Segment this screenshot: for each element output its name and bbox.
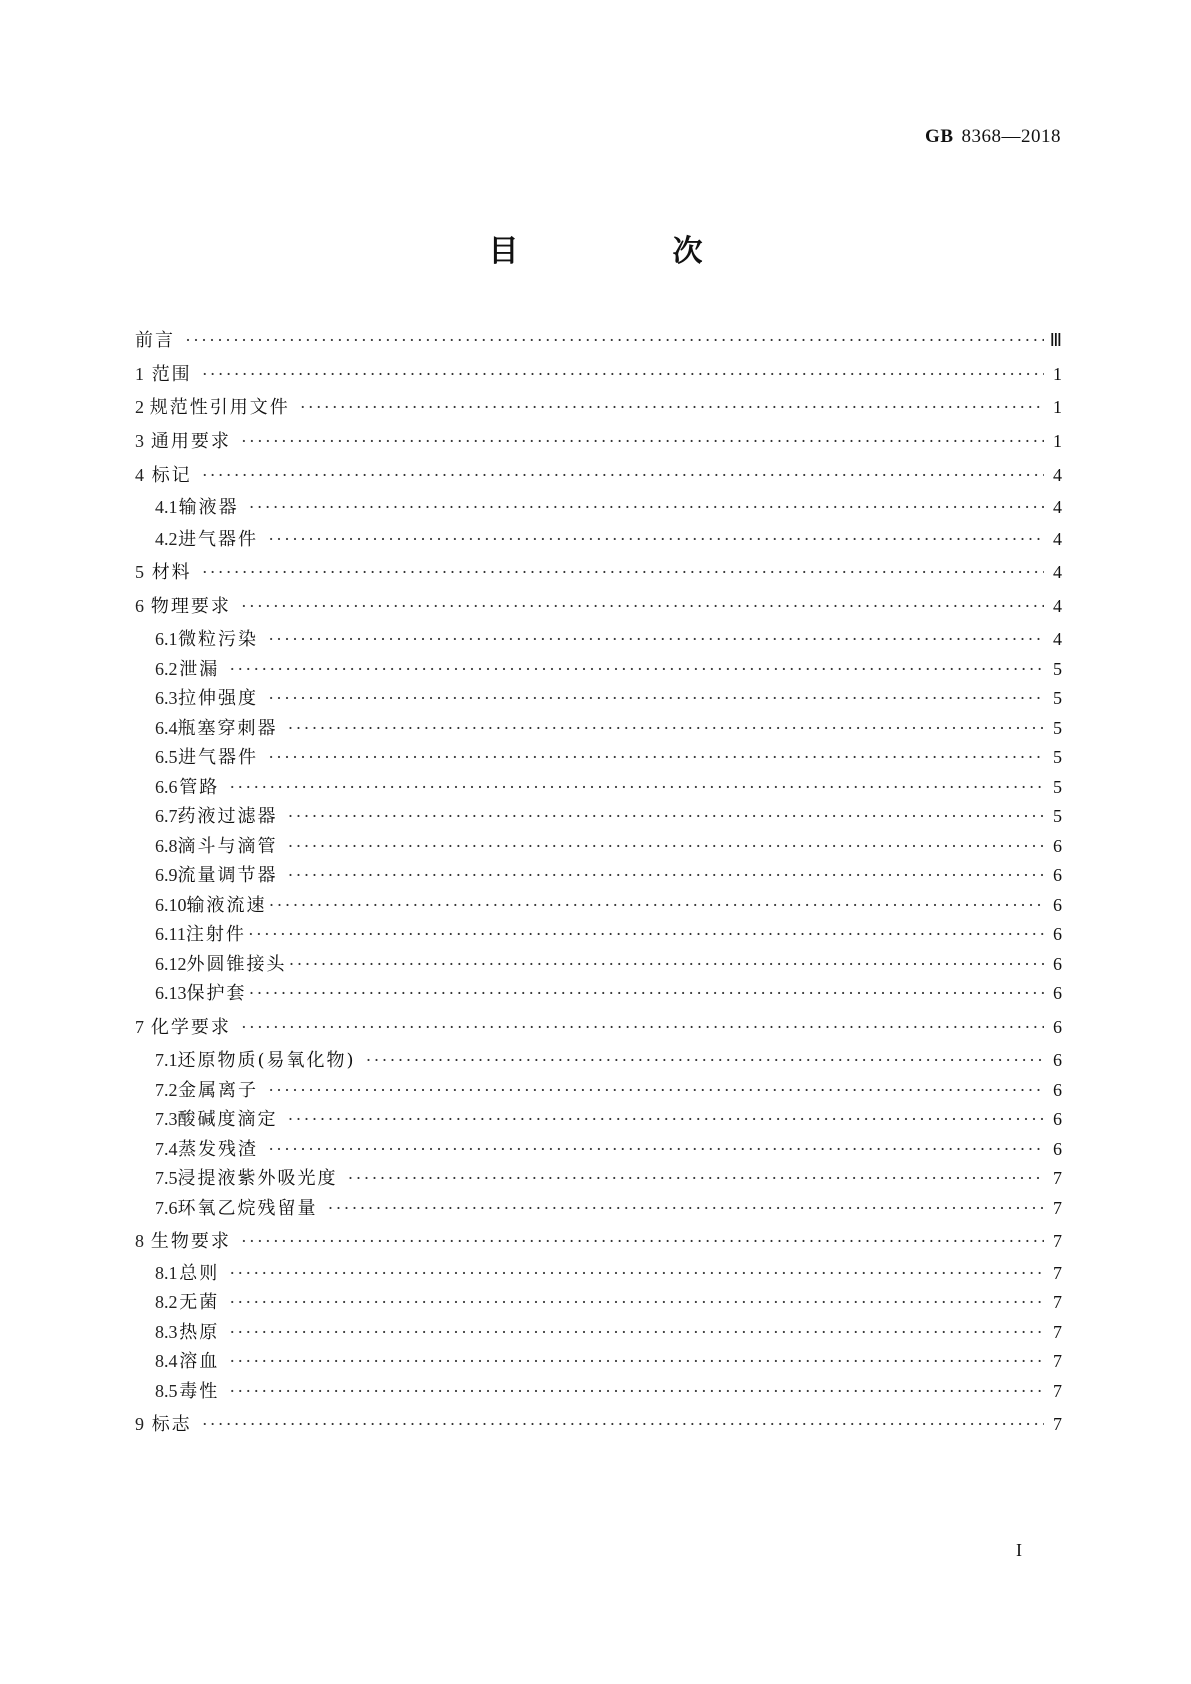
toc-entry-title: 通用要求 [150,431,231,452]
toc-entry[interactable] [135,1015,1062,1040]
toc-entry-page: 1 [1053,364,1062,384]
toc-entry-number: 6.6 [155,777,178,797]
toc-entry[interactable] [155,981,1062,1006]
toc-entry[interactable] [155,1196,1062,1221]
toc-leader-dots [288,716,1045,740]
toc-entry-title: 浸提液紫外吸光度 [177,1168,338,1189]
toc-entry-page: 1 [1053,431,1062,451]
toc-entry-number: 6.3 [155,688,178,708]
toc-leader-dots [202,1412,1044,1436]
toc-leader-dots [249,495,1044,519]
standard-prefix: GB [925,126,954,147]
toc-entry-title: 输液器 [178,497,239,518]
toc-leader-dots [268,1137,1044,1161]
toc-entry[interactable] [155,775,1062,800]
toc-entry-title: 生物要求 [150,1231,231,1252]
toc-entry-title: 拉伸强度 [178,688,259,709]
toc-entry-title: 材料 [151,562,192,583]
toc-entry-page: 5 [1053,747,1062,767]
toc-entry[interactable] [155,627,1062,652]
toc-entry[interactable] [155,527,1062,552]
toc-entry-page: 4 [1053,596,1062,616]
toc-leader-dots [185,328,1044,352]
toc-leader-dots [268,1078,1044,1102]
toc-leader-dots [268,627,1044,651]
toc-entry-title: 保护套 [186,983,247,1004]
toc-entry[interactable] [155,1349,1062,1374]
toc-entry[interactable] [135,1229,1062,1254]
toc-entry-page: 6 [1053,983,1062,1003]
toc-entry-title: 热原 [179,1322,220,1343]
toc-entry-page: 6 [1053,865,1062,885]
toc-entry-page: 7 [1053,1168,1062,1188]
toc-leader-dots [348,1166,1045,1190]
toc-entry-number: 6.10 [155,895,187,915]
toc-entry-number: 6.4 [155,718,178,738]
toc-leader-dots [268,686,1044,710]
toc-leader-dots [229,1349,1044,1373]
toc-entry-number: 6.13 [155,983,187,1003]
toc-entry-number: 8.4 [155,1351,178,1371]
toc-entry-number: 5 [135,562,144,582]
toc-entry-number: 7.5 [155,1168,178,1188]
toc-entry-number: 8.1 [155,1263,178,1283]
toc-leader-dots [202,560,1044,584]
toc-entry-title: 瓶塞穿刺器 [177,718,278,739]
toc-leader-dots [241,1015,1044,1039]
toc-entry-number: 1 [135,364,144,384]
toc-entry[interactable] [135,429,1062,454]
toc-entry-page: 6 [1053,1109,1062,1129]
toc-entry-title: 物理要求 [150,596,231,617]
toc-entry-page: 5 [1053,777,1062,797]
toc-entry-page: 4 [1053,465,1062,485]
toc-entry-page: 4 [1053,529,1062,549]
toc-entry-number: 4.1 [155,497,178,517]
toc-leader-dots [229,657,1044,681]
toc-entry[interactable] [155,1166,1062,1191]
toc-entry-number: 6.7 [155,806,178,826]
toc-entry-title: 还原物质(易氧化物) [177,1050,356,1071]
toc-entry[interactable] [135,594,1062,619]
toc-entry[interactable] [155,1261,1062,1286]
toc-entry-number: 7.1 [155,1050,178,1070]
toc-entry-page: 7 [1053,1414,1062,1434]
toc-entry-number: 8.3 [155,1322,178,1342]
toc-entry-number: 7.4 [155,1139,178,1159]
toc-entry-page: 6 [1053,954,1062,974]
toc-entry-page: 5 [1053,718,1062,738]
toc-entry-number: 7.2 [155,1080,178,1100]
toc-entry-page: 7 [1053,1292,1062,1312]
toc-entry-page: 5 [1053,688,1062,708]
toc-entry-number: 6.8 [155,836,178,856]
toc-entry-number: 7.3 [155,1109,178,1129]
toc-leader-dots [288,863,1045,887]
toc-leader-dots [229,1290,1044,1314]
toc-entry-title: 标记 [151,465,192,486]
toc-entry[interactable] [155,893,1062,918]
toc-entry-page: 1 [1053,397,1062,417]
toc-entry-title: 滴斗与滴管 [177,836,278,857]
toc-entry-title: 微粒污染 [178,629,259,650]
toc-entry-page: 6 [1053,1017,1062,1037]
toc-entry-number: 4.2 [155,529,178,549]
toc-entry-number: 6.5 [155,747,178,767]
toc-leader-dots [288,1107,1045,1131]
toc-leader-dots [229,775,1044,799]
toc-leader-dots [268,745,1044,769]
toc-entry[interactable] [155,1107,1062,1132]
toc-entry-title: 环氧乙烷残留量 [177,1198,318,1219]
toc-entry-number: 6 [135,596,144,616]
toc-entry[interactable] [155,834,1062,859]
toc-leader-dots [248,922,1044,946]
toc-entry[interactable] [135,328,1062,353]
toc-entry-page: 7 [1053,1231,1062,1251]
toc-entry-title: 溶血 [179,1351,220,1372]
toc-entry-title: 前言 [135,330,175,351]
toc-leader-dots [241,1229,1044,1253]
toc-entry-title: 外圆锥接头 [186,954,287,975]
toc-entry-number: 2 [135,397,144,417]
toc-entry-page: Ⅲ [1049,330,1062,350]
toc-entry-number: 7.6 [155,1198,178,1218]
toc-leader-dots [366,1048,1044,1072]
toc-entry-number: 8 [135,1231,144,1251]
toc-entry-number: 6.1 [155,629,178,649]
toc-entry[interactable] [155,686,1062,711]
toc-entry[interactable] [135,362,1062,387]
toc-leader-dots [288,834,1045,858]
toc-entry-page: 7 [1053,1322,1062,1342]
toc-entry-title: 注射件 [185,924,246,945]
toc-entry-title: 范围 [151,364,192,385]
toc-leader-dots [289,952,1045,976]
toc-entry[interactable] [155,1078,1062,1103]
toc-entry-number: 6.2 [155,659,178,679]
toc-entry-number: 6.11 [155,924,186,944]
toc-entry-number: 7 [135,1017,144,1037]
toc-entry-page: 6 [1053,924,1062,944]
toc-entry-number: 9 [135,1414,144,1434]
toc-entry-page: 4 [1053,497,1062,517]
toc-entry-title: 总则 [179,1263,220,1284]
toc-entry-page: 5 [1053,806,1062,826]
standard-number: 8368—2018 [961,126,1061,147]
toc-leader-dots [229,1261,1044,1285]
toc-leader-dots [229,1379,1044,1403]
toc-entry-title: 金属离子 [178,1080,259,1101]
toc-entry-title: 进气器件 [178,529,259,550]
toc-entry-number: 3 [135,431,144,451]
toc-leader-dots [269,893,1045,917]
toc-entry[interactable] [155,716,1062,741]
toc-entry[interactable] [155,922,1062,947]
toc-entry-title: 蒸发残渣 [178,1139,259,1160]
toc-entry-number: 8.5 [155,1381,178,1401]
page-title: 目 次 [488,234,765,269]
toc-entry-title: 输液流速 [186,895,267,916]
toc-entry-title: 毒性 [179,1381,220,1402]
toc-entry-title: 标志 [151,1414,192,1435]
toc-entry-page: 7 [1053,1381,1062,1401]
toc-entry-title: 酸碱度滴定 [177,1109,278,1130]
toc-leader-dots [241,594,1044,618]
toc-entry[interactable] [155,863,1062,888]
toc-entry-page: 7 [1053,1263,1062,1283]
toc-entry-page: 7 [1053,1198,1062,1218]
document-code [925,126,1061,148]
toc-leader-dots [328,1196,1045,1220]
toc-entry[interactable] [155,1379,1062,1404]
toc-entry-page: 6 [1053,1080,1062,1100]
toc-entry-page: 7 [1053,1351,1062,1371]
toc-entry-title: 规范性引用文件 [149,397,290,418]
toc-entry[interactable] [155,657,1062,682]
toc-entry-number: 8.2 [155,1292,178,1312]
toc-entry-title: 药液过滤器 [177,806,278,827]
toc-entry[interactable] [155,952,1062,977]
toc-leader-dots [241,429,1044,453]
toc-leader-dots [202,362,1044,386]
toc-entry-title: 化学要求 [150,1017,231,1038]
toc-entry-page: 6 [1053,895,1062,915]
toc-entry-number: 6.12 [155,954,187,974]
toc-entry[interactable] [155,495,1062,520]
toc-entry-page: 4 [1053,629,1062,649]
toc-entry[interactable] [155,745,1062,770]
toc-entry-page: 5 [1053,659,1062,679]
toc-entry-page: 6 [1053,836,1062,856]
toc-entry[interactable] [155,1048,1062,1073]
toc-entry[interactable] [155,804,1062,829]
toc-entry-number: 6.9 [155,865,178,885]
toc-entry-title: 流量调节器 [177,865,278,886]
toc-entry-page: 6 [1053,1050,1062,1070]
toc-leader-dots [300,395,1044,419]
toc-entry[interactable] [135,463,1062,488]
toc-entry[interactable] [155,1290,1062,1315]
toc-leader-dots [288,804,1045,828]
toc-entry-page: 6 [1053,1139,1062,1159]
toc-entry-title: 无菌 [179,1292,220,1313]
toc-entry-number: 4 [135,465,144,485]
toc-entry[interactable] [135,1412,1062,1437]
page-number: I [1016,1540,1022,1560]
toc-leader-dots [229,1320,1044,1344]
toc-leader-dots [268,527,1044,551]
toc-entry[interactable] [135,560,1062,585]
toc-entry-title: 进气器件 [178,747,259,768]
toc-entry-page: 4 [1053,562,1062,582]
toc-entry-title: 泄漏 [179,659,220,680]
toc-entry-title: 管路 [179,777,220,798]
toc-entry[interactable] [155,1320,1062,1345]
toc-entry[interactable] [155,1137,1062,1162]
toc-entry[interactable] [135,395,1062,420]
toc-leader-dots [249,981,1045,1005]
toc-leader-dots [202,463,1044,487]
